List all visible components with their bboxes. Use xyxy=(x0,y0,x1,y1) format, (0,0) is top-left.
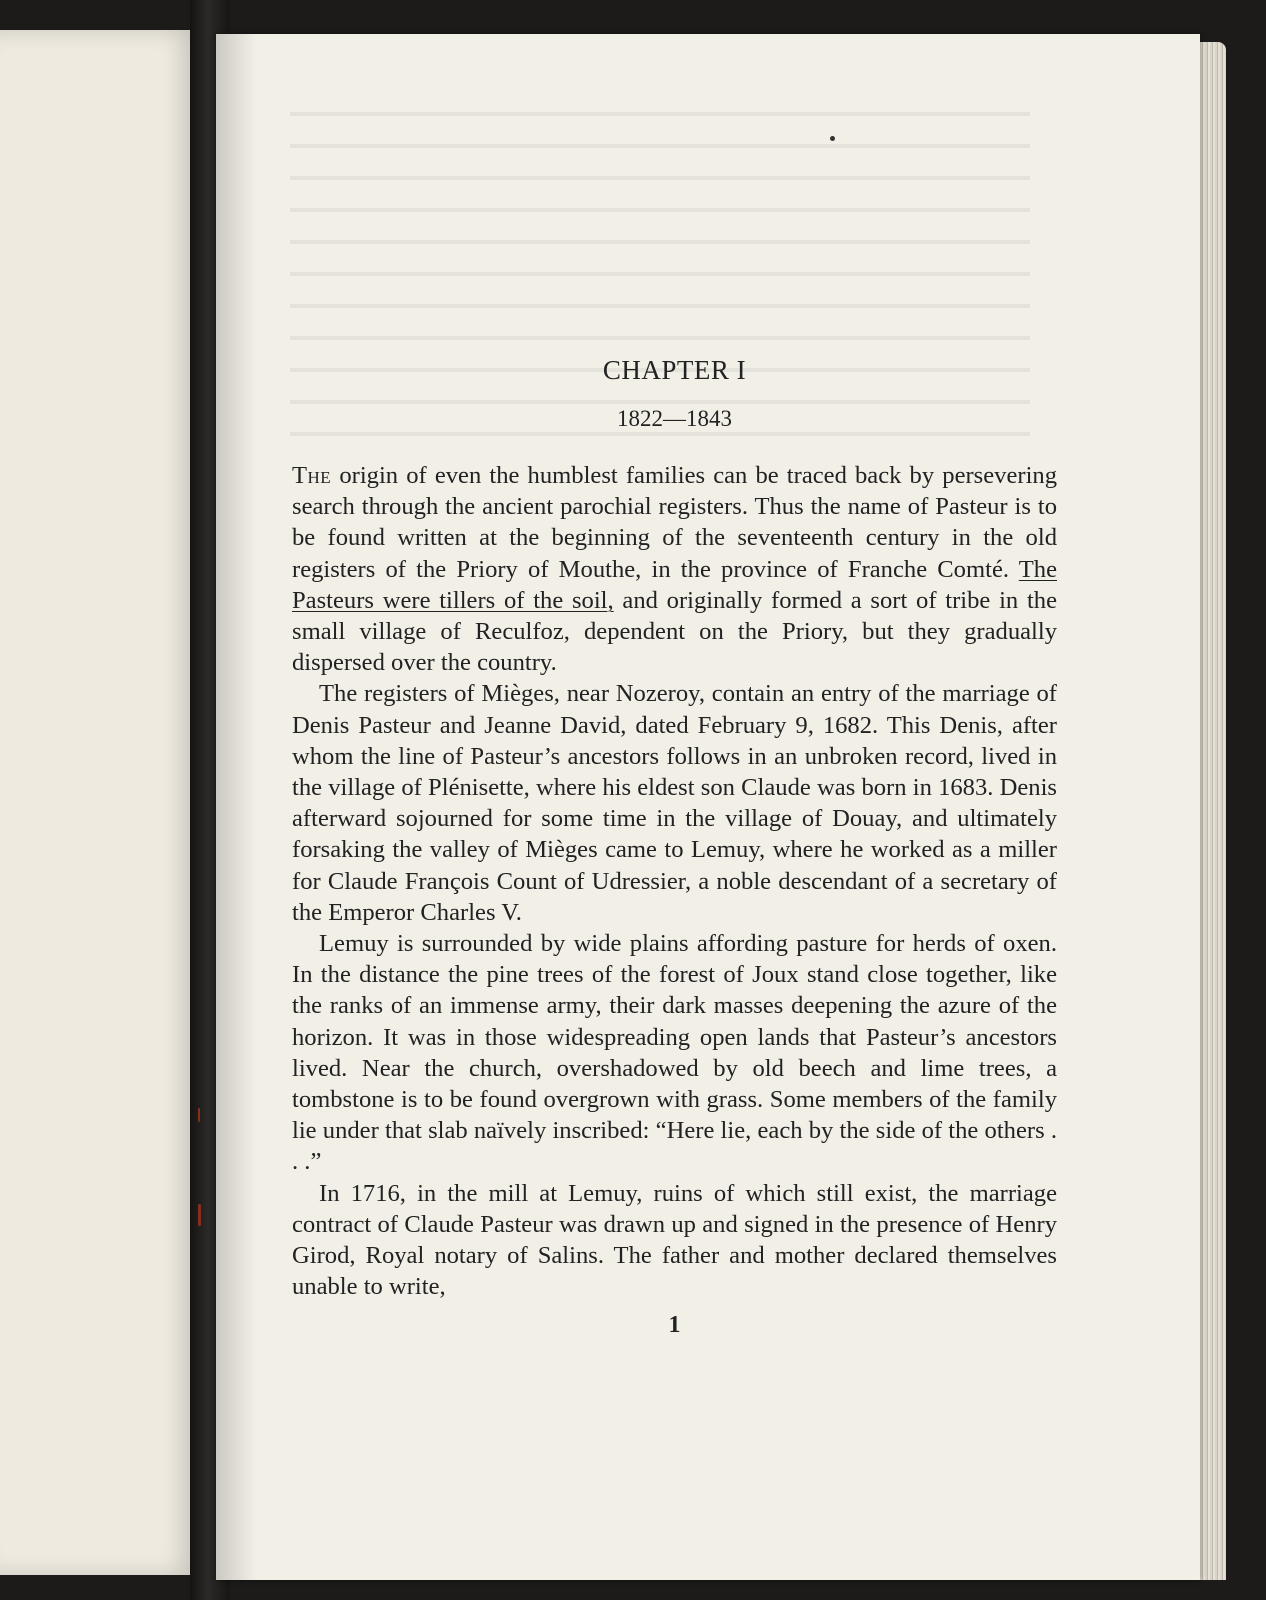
paragraph xyxy=(292,460,1057,678)
margin-mark xyxy=(198,1108,200,1122)
margin-mark xyxy=(198,1204,201,1226)
paragraph: Lemuy is surrounded by wide plains affording pasture for herds of oxen. In the distance the pine trees of the forest of Joux stand close together, like the ranks of an immense army, their dark masses deepening the azure of the horizon. It was in those widespreading open lands that Pasteur’s ancestors lived. Near the church, overshadowed by old beech and lime trees, a tombstone is to be found overgrown with grass. Some members of the family lie under that slab naïvely inscribed: “Here lie, each by the side of the others . . .” xyxy=(292,930,1057,1176)
underlined-text: The Pasteurs were tillers of the soil, xyxy=(292,555,1057,614)
paragraph-text: and originally formed a sort of tribe in the small village of Reculfoz, dependent on the Priory, but they gradually dispersed over the country. xyxy=(292,586,1057,677)
ink-dot xyxy=(830,136,835,141)
paragraph-text: origin of even the humblest families can be traced back by persevering search through the ancient parochial registers. Thus the name of Pasteur is to be found written at the beginning of the seventeenth century in the old registers of the Priory of Mouthe, in the province of Franche Comté. xyxy=(292,462,1057,583)
left-page xyxy=(0,30,200,1575)
paragraph: In 1716, in the mill at Lemuy, ruins of which still exist, the marriage contract of Claude Pasteur was drawn up and signed in the presence of Henry Girod, Royal notary of Salins. The father and mother declared themselves unable to write, xyxy=(292,1179,1057,1301)
page-content xyxy=(292,355,1057,1339)
dropcap-word: The xyxy=(292,462,332,489)
page-edges xyxy=(1200,42,1226,1580)
page-number: 1 xyxy=(668,1312,681,1339)
chapter-years: 1822—1843 xyxy=(617,406,732,431)
body-text xyxy=(292,460,1057,1302)
chapter-title: CHAPTER I xyxy=(602,355,747,385)
paragraph: The registers of Mièges, near Nozeroy, contain an entry of the marriage of Denis Pasteur and Jeanne David, dated February 9, 1682. This Denis, after whom the line of Pasteur’s ancestors follows in an unbroken record, lived in the village of Plénisette, where his eldest son Claude was born in 1683. Denis afterward sojourned for some time in the village of Douay, and ultimately forsaking the valley of Mièges came to Lemuy, where he worked as a miller for Claude François Count of Udressier, a noble descendant of a secretary of the Emperor Charles V. xyxy=(292,680,1057,926)
